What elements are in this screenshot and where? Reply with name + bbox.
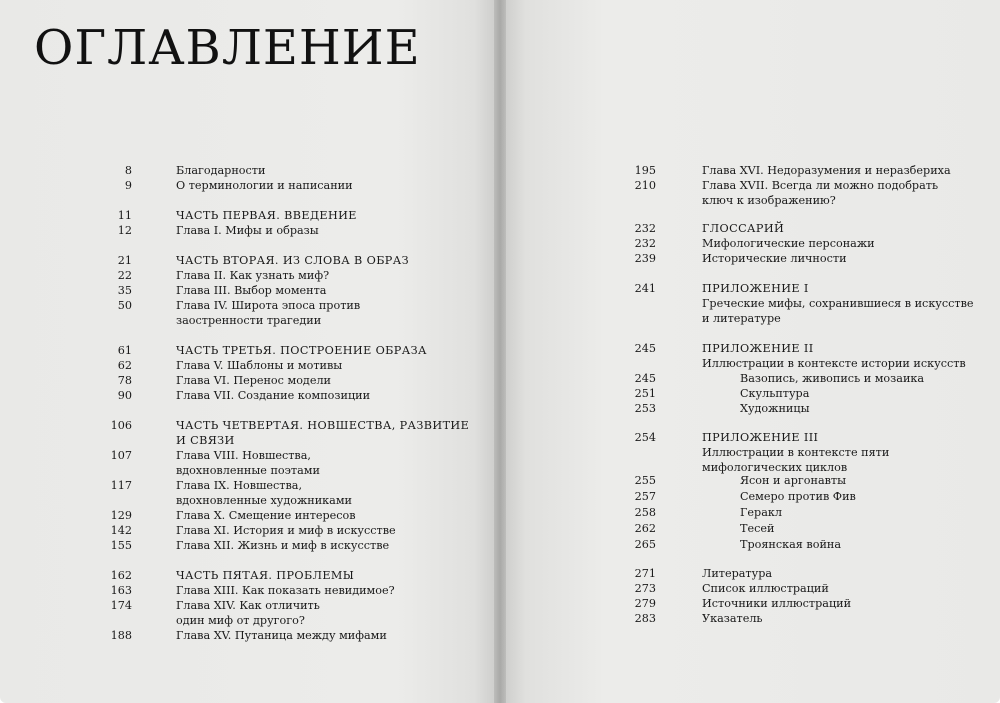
toc-entry-title: Источники иллюстраций: [702, 597, 852, 610]
toc-page-number: 117: [110, 479, 132, 492]
toc-page-number: 142: [110, 524, 132, 537]
toc-entry-title: О терминологии и написании: [176, 179, 353, 192]
toc-page-number: 273: [634, 582, 656, 595]
toc-entry-title: ЧАСТЬ ВТОРАЯ. ИЗ СЛОВА В ОБРАЗ: [176, 254, 409, 267]
toc-entry-title: Иллюстрации в контексте истории искусств: [702, 357, 966, 370]
toc-page-number: 162: [110, 569, 132, 582]
toc-entry-title: Иллюстрации в контексте пяти: [702, 446, 890, 459]
toc-entry-title: ГЛОССАРИЙ: [702, 222, 785, 235]
toc-page-number: 62: [117, 359, 132, 372]
toc-entry-title: Литература: [702, 567, 773, 580]
toc-page-number: 257: [634, 490, 656, 503]
page-title: ОГЛАВЛЕНИЕ: [34, 20, 421, 76]
toc-entry-title: И СВЯЗИ: [176, 434, 235, 447]
toc-entry-title: ЧАСТЬ ПЯТАЯ. ПРОБЛЕМЫ: [176, 569, 355, 582]
toc-entry-title: Вазопись, живопись и мозаика: [740, 372, 925, 385]
toc-entry-title: Глава XVII. Всегда ли можно подобрать: [702, 179, 939, 192]
toc-page-number: 258: [634, 506, 656, 519]
toc-page-number: 271: [634, 567, 656, 580]
toc-entry-title: ЧАСТЬ ТРЕТЬЯ. ПОСТРОЕНИЕ ОБРАЗА: [176, 344, 427, 357]
toc-entry-title: Исторические личности: [702, 252, 847, 265]
toc-page-number: 22: [117, 269, 132, 282]
toc-entry-title: ПРИЛОЖЕНИЕ III: [702, 431, 819, 444]
toc-entry-title: вдохновленные поэтами: [176, 464, 320, 477]
left-page: [0, 0, 494, 703]
toc-entry-title: Ясон и аргонавты: [740, 474, 847, 487]
toc-entry-title: Список иллюстраций: [702, 582, 829, 595]
toc-entry-title: Глава XVI. Недоразумения и неразбериха: [702, 164, 951, 177]
toc-entry-title: Глава IX. Новшества,: [176, 479, 302, 492]
toc-entry-title: Глава XII. Жизнь и миф в искусстве: [176, 539, 390, 552]
toc-entry-title: Глава I. Мифы и образы: [176, 224, 319, 237]
toc-page-number: 283: [634, 612, 656, 625]
toc-entry-title: Скульптура: [740, 387, 810, 400]
toc-page-number: 239: [634, 252, 656, 265]
toc-entry-title: ПРИЛОЖЕНИЕ II: [702, 342, 814, 355]
toc-entry-title: ключ к изображению?: [702, 194, 836, 207]
toc-page-number: 35: [117, 284, 132, 297]
toc-entry-title: Глава XIII. Как показать невидимое?: [176, 584, 395, 597]
toc-page-number: 245: [634, 372, 656, 385]
toc-entry-title: Греческие мифы, сохранившиеся в искусстве: [702, 297, 974, 310]
toc-entry-title: Глава XV. Путаница между мифами: [176, 629, 387, 642]
toc-page-number: 8: [124, 164, 132, 177]
toc-page-number: 188: [110, 629, 132, 642]
toc-entry-title: Художницы: [740, 402, 810, 415]
toc-entry-title: Глава V. Шаблоны и мотивы: [176, 359, 343, 372]
toc-entry-title: ПРИЛОЖЕНИЕ I: [702, 282, 809, 295]
toc-entry-title: Мифологические персонажи: [702, 237, 875, 250]
toc-page-number: 279: [634, 597, 656, 610]
toc-entry-title: заостренности трагедии: [176, 314, 322, 327]
toc-page-number: 78: [117, 374, 132, 387]
toc-entry-title: Глава VIII. Новшества,: [176, 449, 311, 462]
toc-entry-title: Глава XI. История и миф в искусстве: [176, 524, 396, 537]
toc-entry-title: Троянская война: [740, 538, 842, 551]
toc-entry-title: и литературе: [702, 312, 781, 325]
toc-page-number: 241: [634, 282, 656, 295]
toc-entry-title: вдохновленные художниками: [176, 494, 352, 507]
toc-page-number: 251: [634, 387, 656, 400]
toc-entry-title: Благодарности: [176, 164, 266, 177]
toc-entry-title: ЧАСТЬ ЧЕТВЕРТАЯ. НОВШЕСТВА, РАЗВИТИЕ: [176, 419, 470, 432]
toc-entry-title: ЧАСТЬ ПЕРВАЯ. ВВЕДЕНИЕ: [176, 209, 357, 222]
toc-entry-title: Глава IV. Широта эпоса против: [176, 299, 361, 312]
toc-page-number: 265: [634, 538, 656, 551]
toc-page-number: 210: [634, 179, 656, 192]
toc-page-number: 21: [117, 254, 132, 267]
toc-entry-title: Глава XIV. Как отличить: [176, 599, 320, 612]
book-gutter: [494, 0, 506, 703]
toc-page-number: 253: [634, 402, 656, 415]
toc-page-number: 9: [124, 179, 132, 192]
toc-page-number: 12: [117, 224, 132, 237]
toc-entry-title: Семеро против Фив: [740, 490, 856, 503]
toc-entry-title: Глава X. Смещение интересов: [176, 509, 356, 522]
toc-page-number: 155: [110, 539, 132, 552]
toc-page-number: 245: [634, 342, 656, 355]
toc-entry-title: Тесей: [740, 522, 775, 535]
toc-entry-title: Глава VI. Перенос модели: [176, 374, 332, 387]
toc-entry-title: Глава II. Как узнать миф?: [176, 269, 330, 282]
toc-page-number: 174: [110, 599, 132, 612]
toc-page-number: 107: [110, 449, 132, 462]
right-page: [506, 0, 1000, 703]
toc-page-number: 11: [117, 209, 132, 222]
toc-page-number: 262: [634, 522, 656, 535]
toc-page-number: 163: [110, 584, 132, 597]
toc-entry-title: мифологических циклов: [702, 461, 848, 474]
toc-page-number: 254: [634, 431, 656, 444]
toc-page-number: 90: [117, 389, 132, 402]
toc-entry-title: один миф от другого?: [176, 614, 305, 627]
toc-page-number: 129: [110, 509, 132, 522]
toc-entry-title: Геракл: [740, 506, 782, 519]
toc-page-number: 255: [634, 474, 656, 487]
toc-page-number: 232: [634, 222, 656, 235]
toc-page-number: 232: [634, 237, 656, 250]
toc-page-number: 50: [117, 299, 132, 312]
toc-page-number: 106: [110, 419, 132, 432]
toc-entry-title: Указатель: [702, 612, 763, 625]
toc-page-number: 195: [634, 164, 656, 177]
toc-page-number: 61: [117, 344, 132, 357]
toc-entry-title: Глава III. Выбор момента: [176, 284, 327, 297]
toc-entry-title: Глава VII. Создание композиции: [176, 389, 371, 402]
